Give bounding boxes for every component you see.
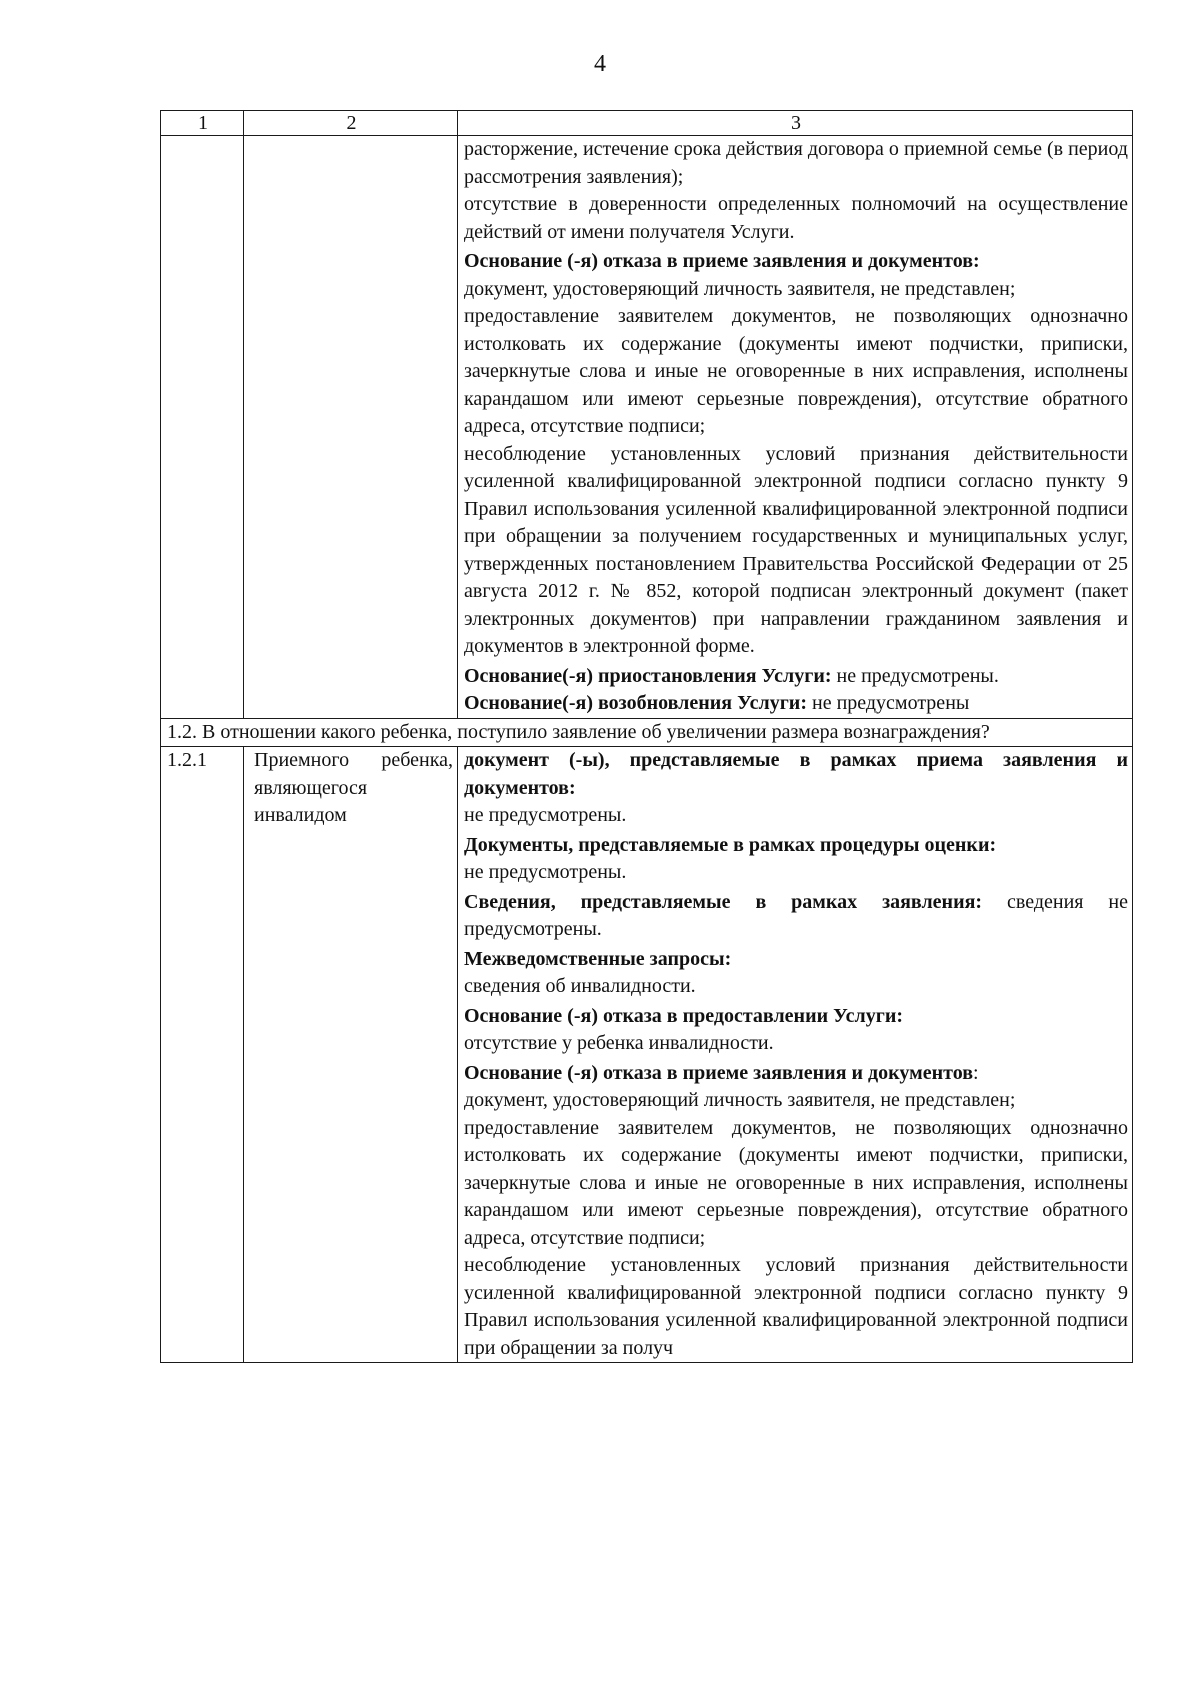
paragraph: не предусмотрены. bbox=[464, 861, 627, 883]
paragraph: сведения об инвалидности. bbox=[464, 975, 696, 997]
paragraph-heading: документ (-ы), представляемые в рамках приема заявления и документов: bbox=[464, 749, 1128, 799]
table-row-continuation bbox=[161, 136, 1133, 719]
row-continuation-col-2 bbox=[244, 136, 458, 719]
paragraph: несоблюдение установленных условий признания действительности усиленной квалифицированной электронной подписи согласно пункту 9 Правил использования усиленной квалифицированной электронной подписи при обращении за получением государственных и муниципальных услуг, утвержденных постановлением Правительства Российской Федерации от 25 августа 2012 г. № 852, которой подписан электронный документ (пакет электронных документов) при направлении гражданином заявления и документов в электронной форме. bbox=[464, 442, 1128, 657]
paragraph: предоставление заявителем документов, не позволяющих однозначно истолковать их содержание (документы имеют подчистки, приписки, зачеркнутые слова и иные не оговоренные в них исправления, исполнены карандашом или имеют серьезные повреждения), отсутствие обратного адреса, отсутствие подписи; bbox=[464, 305, 1128, 437]
section-1-2-title: 1.2. В отношении какого ребенка, поступило заявление об увеличении размера вознаграждения? bbox=[161, 718, 1133, 747]
paragraph: отсутствие в доверенности определенных полномочий на осуществление действий от имени получателя Услуги. bbox=[464, 193, 1128, 243]
row-1-2-1-details bbox=[458, 747, 1133, 1363]
paragraph-heading: Документы, представляемые в рамках процедуры оценки: bbox=[464, 833, 997, 856]
table-header-row bbox=[161, 111, 1133, 136]
table-row-1-2-1 bbox=[161, 747, 1133, 1363]
header-col-3: 3 bbox=[458, 111, 1133, 136]
paragraph: документ, удостоверяющий личность заявителя, не представлен; bbox=[464, 277, 1016, 300]
paragraph-heading: Межведомственные запросы: bbox=[464, 947, 732, 970]
paragraph-heading: Основание(-я) возобновления Услуги: не предусмотрены bbox=[464, 692, 970, 714]
header-col-2: 2 bbox=[244, 111, 458, 136]
paragraph-heading: Основание (-я) отказа в приеме заявления и документов: bbox=[464, 250, 980, 272]
paragraph-heading: Основание(-я) приостановления Услуги: не предусмотрены. bbox=[464, 664, 999, 687]
paragraph: отсутствие у ребенка инвалидности. bbox=[464, 1032, 774, 1054]
row-1-2-1-subject: Приемного ребенка, являющегося инвалидом bbox=[244, 747, 458, 1363]
paragraph: несоблюдение установленных условий признания действительности усиленной квалифицированной электронной подписи согласно пункту 9 Правил использования усиленной квалифицированной электронной подписи при обращении за получ bbox=[464, 1254, 1128, 1359]
paragraph-heading: Основание (-я) отказа в приеме заявления и документов: bbox=[464, 1061, 979, 1084]
services-table bbox=[160, 110, 1133, 1363]
page-number: 4 bbox=[594, 51, 606, 77]
paragraph: расторжение, истечение срока действия договора о приемной семье (в период рассмотрения заявления); bbox=[464, 138, 1128, 188]
paragraph-heading: Основание (-я) отказа в предоставлении Услуги: bbox=[464, 1004, 904, 1027]
paragraph: не предусмотрены. bbox=[464, 804, 627, 826]
paragraph: предоставление заявителем документов, не позволяющих однозначно истолковать их содержание (документы имеют подчистки, приписки, зачеркнутые слова и иные не оговоренные в них исправления, исполнены карандашом или имеют серьезные повреждения), отсутствие обратного адреса, отсутствие подписи; bbox=[464, 1116, 1128, 1249]
paragraph-heading: Сведения, представляемые в рамках заявления: сведения не предусмотрены. bbox=[464, 890, 1128, 940]
row-continuation-col-3 bbox=[458, 136, 1133, 719]
section-row-1-2 bbox=[161, 718, 1133, 747]
row-continuation-col-1 bbox=[161, 136, 244, 719]
header-col-1: 1 bbox=[161, 111, 244, 136]
paragraph: документ, удостоверяющий личность заявителя, не представлен; bbox=[464, 1089, 1016, 1111]
row-1-2-1-number: 1.2.1 bbox=[161, 747, 244, 1363]
